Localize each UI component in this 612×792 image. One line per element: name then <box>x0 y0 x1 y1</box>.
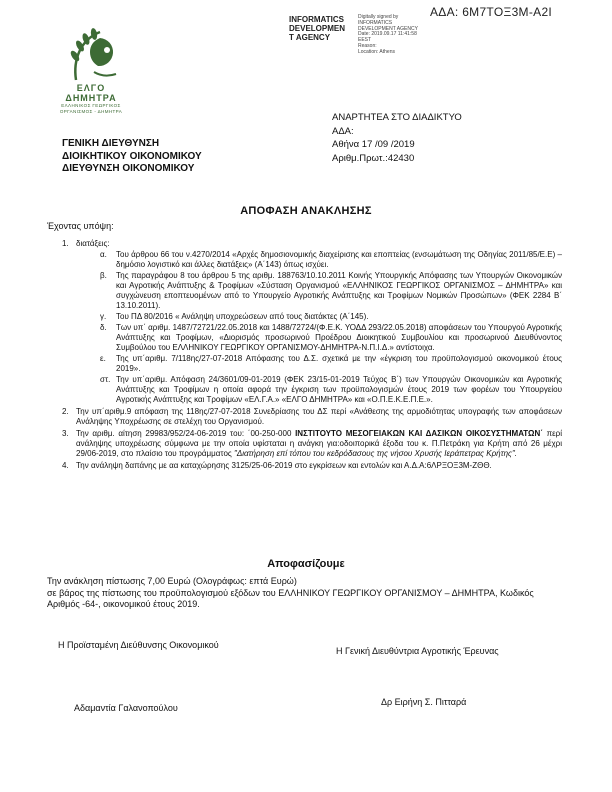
stamp-agency-name <box>289 15 353 56</box>
item-text <box>76 429 562 459</box>
signature-name-right: Δρ Ειρήνη Σ. Πιτταρά <box>381 697 467 707</box>
signature-title-right: Η Γενική Διευθύντρια Αγροτικής Έρευνας <box>336 646 499 656</box>
stamp-sig-line: EEST <box>358 37 372 44</box>
provision-item-a <box>100 250 562 270</box>
provision-letter: γ. <box>100 312 107 321</box>
provision-item-c <box>100 312 562 322</box>
decision-line-budget: σε βάρος της πίστωσης του προϋπολογισμού εξόδων του ΕΛΛΗΝΙΚΟΥ ΓΕΩΡΓΙΚΟΥ ΟΡΓΑΝΙΣΜΟΥ – ΔΗΜΗΤΡΑ, Κωδικός Αριθμός -64-, οικονομικού έτους 2019. <box>47 587 534 609</box>
logo-subtitle-line2: ΟΡΓΑΝΙΣΜΟΣ - ΔΗΜΗΤΡΑ <box>59 108 123 114</box>
provision-text: Της υπ΄αριθμ. 7/118ης/27-07-2018 Απόφασης του Δ.Σ. σχετικά με την «έγκριση του προϋπολογισμού οικονομικού έτους 2019». <box>116 354 562 373</box>
logo-subtitle-line1: ΕΛΛΗΝΙΚΟΣ ΓΕΩΡΓΙΚΟΣ <box>61 103 121 108</box>
logo-title: ΕΛΓΟ ΔΗΜΗΤΡΑ <box>65 83 117 103</box>
item3-prefix: Την αριθμ. αίτηση 29983/952/24-06-2019 του: ΄00-250-000 <box>76 429 296 438</box>
consideration-item-4 <box>62 461 562 471</box>
stamp-sig-line: Digitally signed by <box>358 14 399 20</box>
stamp-agency-line: DEVELOPMEN <box>289 24 346 33</box>
item-number: 4. <box>62 461 69 470</box>
having-regard-label: Έχοντας υπόψη: <box>47 221 114 231</box>
item-text: Την υπ΄αριθμ.9 απόφαση της 118ης/27-07-2018 Συνεδρίασης του ΔΣ περί «Ανάθεσης της αρμοδιότητας υπογραφής των αποφάσεων Ανάληψης Υποχρέωσης σε στελέχη του Οργανισμού. <box>76 407 562 426</box>
header-left-block <box>62 138 202 176</box>
document-title: ΑΠΟΦΑΣΗ ΑΝΑΚΛΗΣΗΣ <box>240 205 372 217</box>
provision-text: Των υπ΄ αριθμ. 1487/72721/22.05.2018 και 1488/72724/(Φ.Ε.Κ. ΥΟΔΔ 293/22.05.2018) αποφάσεων του Υπουργού Αγροτικής Ανάπτυξης και Τροφίμων, «Διορισμός προσωρινού Προέδρου Διοικητικού Συμβουλίου και προσωρινού Διευθύνοντος Συμβούλου του ΕΛΛΗΝΙΚΟΥ ΓΕΩΡΓΙΚΟΥ ΟΡΓΑΝΙΣΜΟΥ-ΔΗΜΗΤΡΑ-Ν.Π.Ι.Δ.» αντίστοιχα. <box>116 323 562 352</box>
provision-letter: δ. <box>100 323 107 332</box>
provision-item-d <box>100 323 562 353</box>
admin-finance-line: ΔΙΟΙΚΗΤΙΚΟΥ ΟΙΚΟΝΟΜΙΚΟΥ <box>62 150 202 162</box>
date-line: Αθήνα 17 /09 /2019 <box>332 139 415 150</box>
provision-text: Την υπ΄αριθμ. Απόφαση 24/3601/09-01-2019 (ΦΕΚ 23/15-01-2019 Τεύχος Β΄) των Υπουργών Οικονομικών και Αγροτικής Ανάπτυξης και Τροφίμων η οποία αφορά την έγκριση των προϋπολογισμών έτους 2019 των φορέων του Υπουργείου Αγροτικής Ανάπτυξης και Τροφίμων «ΕΛ.Γ.Α.» «ΕΛΓΟ ΔΗΜΗΤΡΑ» και «Ο.Π.Ε.Κ.Ε.Π.Ε.». <box>116 375 562 404</box>
item-number: 3. <box>62 429 69 438</box>
stamp-agency-line: T AGENCY <box>289 33 331 42</box>
decision-line-amount: Την ανάκληση πίστωσης 7,00 Ευρώ (Ολογράφως: επτά Ευρώ) <box>47 576 297 586</box>
consideration-item-1 <box>62 239 562 249</box>
provision-item-e <box>100 354 562 374</box>
item-number: 1. <box>62 239 69 248</box>
provision-text: Του άρθρου 66 του ν.4270/2014 «Αρχές δημοσιονομικής διαχείρισης και εποπτείας (ενσωμάτωση της Οδηγίας 2011/85/Ε.Ε) –δημόσιο λογιστικό και άλλες διατάξεις» (Α΄143) όπως ισχύει. <box>116 250 562 269</box>
logo-emblem-icon <box>60 26 122 82</box>
elgo-dimitra-logo <box>50 26 132 114</box>
decision-text <box>47 576 563 611</box>
provision-letter: α. <box>100 250 107 259</box>
provisions-sub-list <box>100 250 562 405</box>
ada-code: ΑΔΑ: 6Μ7ΤΟΞ3Μ-Α2Ι <box>430 5 553 19</box>
digital-signature-stamp <box>289 15 438 56</box>
item-number: 2. <box>62 407 69 416</box>
provision-text: Της παραγράφου 8 του άρθρου 5 της αριθμ. 188763/10.10.2011 Κοινής Υπουργικής Απόφασης των Υπουργών Οικονομικών και Αγροτικής Ανάπτυξης & Τροφίμων «Σύσταση Οργανισμού «ΕΛΛΗΝΙΚΟΣ ΓΕΩΡΓΙΚΟΣ ΟΡΓΑΝΙΣΜΟΣ – ΔΗΜΗΤΡΑ» και συγχώνευση εποπτευομένων από το Υπουργείο Αγροτικής Ανάπτυξης και Τροφίμων Νομικών Προσώπων» (ΦΕΚ 2284 Β΄ 13.10.2011). <box>116 271 562 310</box>
item3-institute-name: ΙΝΣΤΙΤΟΥΤΟ ΜΕΣΟΓΕΙΑΚΩΝ ΚΑΙ ΔΑΣΙΚΩΝ ΟΙΚΟΣΥΣΤΗΜΑΤΩΝ΄ <box>295 429 543 438</box>
stamp-signature-details <box>358 15 438 56</box>
stamp-sig-line: Location: Athens <box>358 48 395 55</box>
provision-letter: β. <box>100 271 107 280</box>
decision-heading: Αποφασίζουμε <box>267 558 345 570</box>
general-directorate-line: ΓΕΝΙΚΗ ΔΙΕΥΘΥΝΣΗ <box>62 138 160 149</box>
provision-text: Του ΠΔ 80/2016 « Ανάληψη υποχρεώσεων από τους διατάκτες (Α΄145). <box>116 312 369 321</box>
header-right-block <box>332 111 462 165</box>
consideration-item-2 <box>62 407 562 427</box>
finance-directorate-line: ΔΙΕΥΘΥΝΣΗ ΟΙΚΟΝΟΜΙΚΟΥ <box>62 163 195 174</box>
item-label: διατάξεις: <box>76 239 110 248</box>
stamp-sig-line: DEVELOPMENT AGENCY <box>358 25 418 32</box>
ada-label: ΑΔΑ: <box>332 125 354 137</box>
consideration-item-3 <box>62 429 562 459</box>
provision-letter: στ. <box>100 375 111 384</box>
signature-name-left: Αδαμαντία Γαλανοπούλου <box>74 703 178 713</box>
item3-middle: περί ανάληψης υποχρέωσης σύμφωνα με την οποία υφίσταται η ανάγκη για:οδοιπορικά έξοδα του κ. Π.Πετράκη για Κρήτη από 26 μέχρι 29/06-2019, στο πλαίσιο του προγράμματος <box>76 429 562 458</box>
item3-program-name: "Διατήρηση επί τόπου του κεδρόδασους της νήσου Χρυσής Ιεράπετρας Κρήτης". <box>233 449 517 458</box>
stamp-agency-line: INFORMATICS <box>289 15 344 24</box>
stamp-sig-line: Date: 2019.09.17 11:41:58 <box>358 31 417 38</box>
stamp-sig-line: INFORMATICS <box>358 19 393 26</box>
provision-item-st <box>100 375 562 405</box>
internet-posting-label: ΑΝΑΡΤΗΤΕΑ ΣΤΟ ΔΙΑΔΙΚΤΥΟ <box>332 112 462 123</box>
provision-item-b <box>100 271 562 311</box>
signature-title-left: Η Προϊσταμένη Διεύθυνσης Οικονομικού <box>58 640 219 650</box>
provision-letter: ε. <box>100 354 106 363</box>
considerations-section <box>62 237 562 471</box>
item-text: Την ανάληψη δαπάνης με αα καταχώρησης 3125/25-06-2019 στο εγκρίσεων και εντολών και Α.Δ.Α:6ΛΡΞΟΞ3Μ-ΖΘΘ. <box>76 461 492 470</box>
stamp-sig-line: Reason: <box>358 42 377 49</box>
protocol-number: Αριθμ.Πρωτ.:42430 <box>332 152 415 164</box>
